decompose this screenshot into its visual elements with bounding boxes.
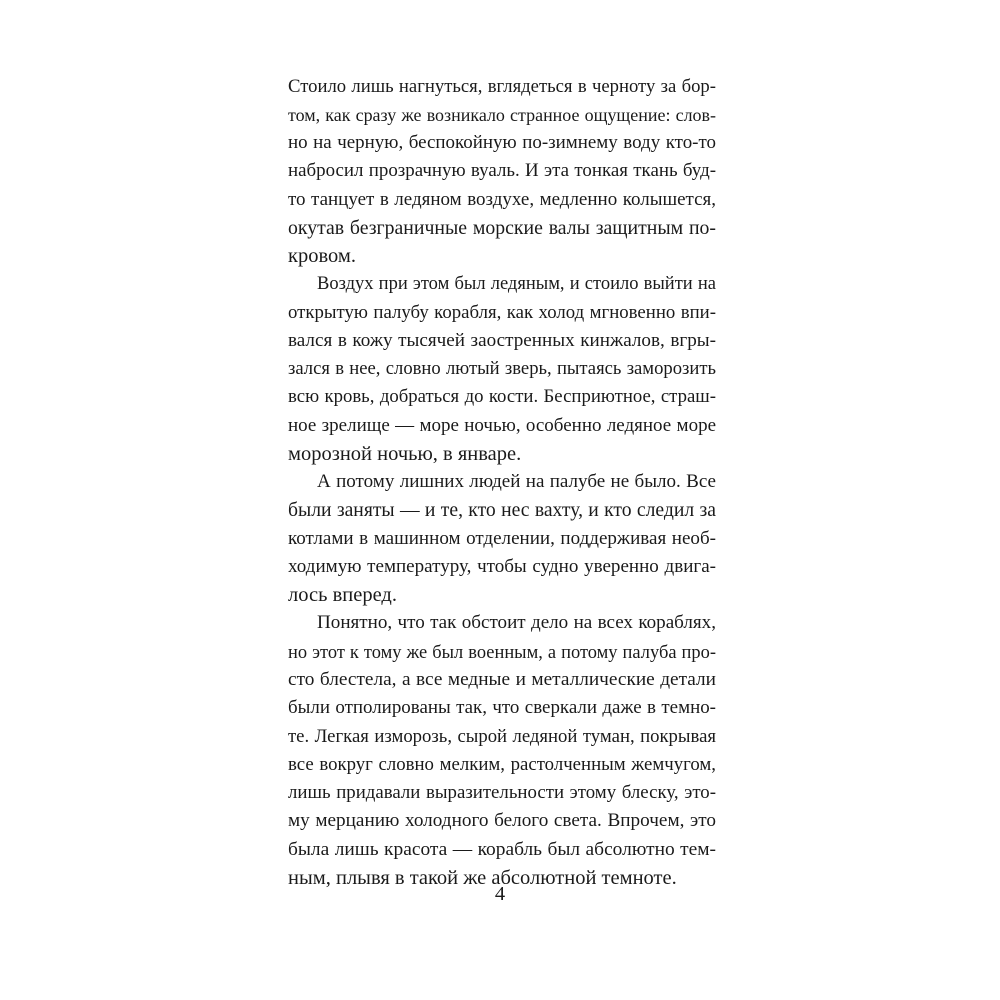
text-line: ное зрелище — море ночью, особенно ледяное море bbox=[288, 415, 716, 436]
text-line: открытую палубу корабля, как холод мгновенно впи- bbox=[288, 302, 716, 323]
text-line: ходимую температуру, чтобы судно уверенно двига- bbox=[288, 556, 716, 577]
text-line: Стоило лишь нагнуться, вглядеться в черноту за бор- bbox=[288, 76, 716, 97]
text-line: всю кровь, добраться до кости. Бесприютное, страш- bbox=[288, 386, 716, 407]
text-line: набросил прозрачную вуаль. И эта тонкая ткань буд- bbox=[288, 160, 716, 181]
text-line: были отполированы так, что сверкали даже в темно- bbox=[288, 697, 716, 718]
text-line: все вокруг словно мелким, растолченным жемчугом, bbox=[288, 754, 716, 775]
text-line: Понятно, что так обстоит дело на всех кораблях, bbox=[317, 612, 716, 633]
text-line: вался в кожу тысячей заостренных кинжалов, вгры- bbox=[288, 330, 716, 351]
text-line: ным, плывя в такой же абсолютной темноте. bbox=[288, 867, 677, 889]
text-line: но на черную, беспокойную по-зимнему воду кто-то bbox=[288, 132, 716, 153]
text-line: но этот к тому же был военным, а потому палуба про- bbox=[288, 642, 716, 662]
text-line: лось вперед. bbox=[288, 584, 397, 606]
text-line: зался в нее, словно лютый зверь, пытаясь заморозить bbox=[288, 358, 716, 379]
text-line: были заняты — и те, кто нес вахту, и кто следил за bbox=[288, 499, 716, 521]
text-line: сто блестела, а все медные и металлические детали bbox=[288, 669, 716, 690]
text-line: котлами в машинном отделении, поддерживая необ- bbox=[288, 528, 716, 549]
text-line: лишь придавали выразительности этому блеску, это- bbox=[288, 782, 716, 803]
text-line: му мерцанию холодного белого света. Впрочем, это bbox=[288, 810, 716, 831]
text-line: то танцует в ледяном воздухе, медленно колышется, bbox=[288, 189, 716, 210]
text-line: морозной ночью, в январе. bbox=[288, 443, 522, 465]
text-line: том, как сразу же возникало странное ощущение: слов- bbox=[288, 105, 716, 125]
text-line: А потому лишних людей на палубе не было. Все bbox=[317, 471, 716, 492]
text-line: была лишь красота — корабль был абсолютно тем- bbox=[288, 839, 716, 860]
page-number: 4 bbox=[494, 883, 506, 905]
text-line: те. Легкая изморозь, сырой ледяной туман, покрывая bbox=[288, 726, 716, 747]
text-line: Воздух при этом был ледяным, и стоило выйти на bbox=[317, 273, 716, 294]
text-line: окутав безграничные морские валы защитным по- bbox=[288, 217, 716, 239]
text-line: кровом. bbox=[288, 245, 356, 267]
